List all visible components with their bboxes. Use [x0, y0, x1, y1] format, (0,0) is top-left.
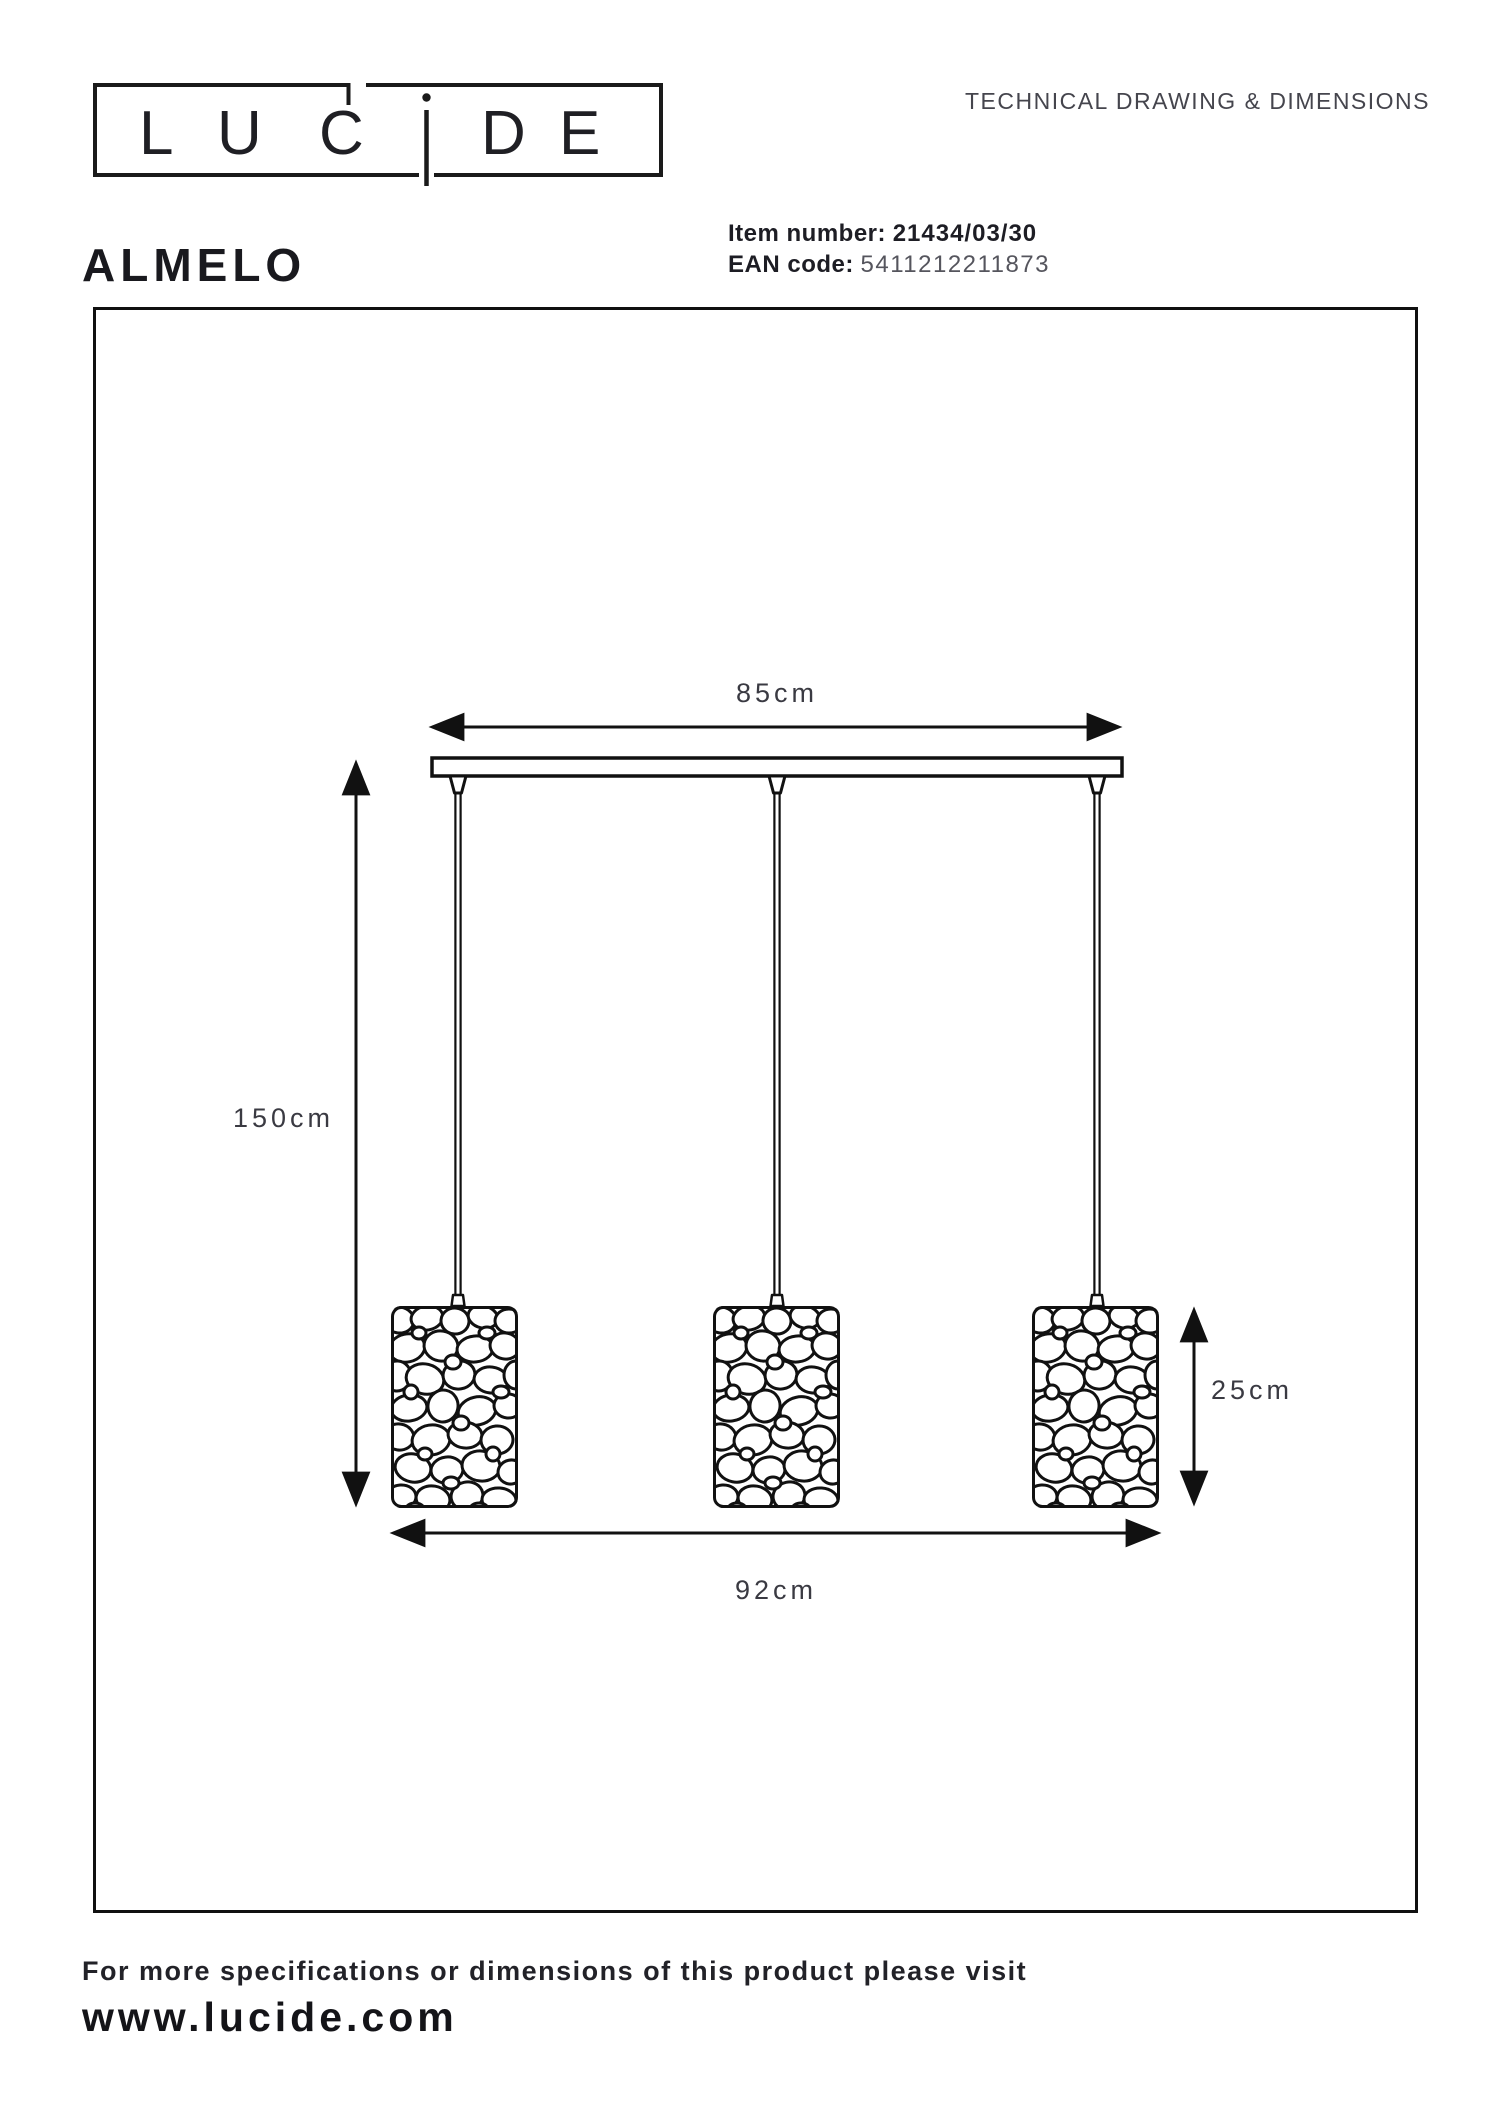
item-number-row — [728, 218, 1050, 249]
dimension-label-total-width: 92cm — [734, 1575, 818, 1605]
dimension-label-drop-height: 150cm — [232, 1103, 334, 1133]
ean-value: 5411212211873 — [860, 251, 1050, 278]
footer-note: For more specifications or dimensions of this product please visit — [82, 1956, 1028, 1986]
lamp-shade-left — [382, 1303, 528, 1515]
suspension-cord-middle — [769, 776, 785, 1306]
dimension-label-shade-height: 25cm — [1211, 1375, 1294, 1405]
suspension-cord-left — [450, 776, 466, 1306]
footer-website: www.lucide.com — [82, 1994, 458, 2040]
product-name: ALMELO — [82, 239, 307, 291]
logo-letter: U — [217, 99, 262, 168]
logo-letter: C — [319, 99, 364, 168]
lamp-shade-right — [1023, 1303, 1169, 1515]
product-codes — [728, 218, 1050, 280]
dimension-label-bar-width: 85cm — [735, 678, 819, 708]
lamp-shade-middle — [704, 1303, 850, 1515]
suspension-cord-right — [1089, 776, 1105, 1306]
technical-drawing-frame — [93, 307, 1418, 1913]
ean-label: EAN code: — [728, 251, 854, 278]
logo-letter: D — [481, 99, 526, 168]
logo-letter: L — [139, 99, 174, 168]
lucide-logo — [93, 83, 665, 191]
item-number-value: 21434/03/30 — [892, 220, 1038, 247]
document-title: TECHNICAL DRAWING & DIMENSIONS — [965, 88, 1430, 114]
logo-letter: E — [559, 99, 601, 168]
ceiling-mount-bar — [432, 758, 1122, 776]
ean-row — [728, 249, 1050, 280]
item-number-label: Item number: — [728, 220, 887, 247]
logo-letter-i-dot — [422, 93, 430, 101]
